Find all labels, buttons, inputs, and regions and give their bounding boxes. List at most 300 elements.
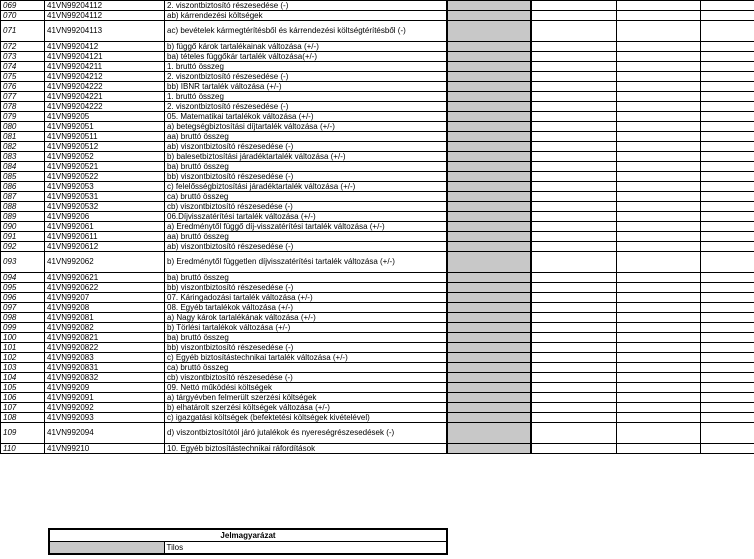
table-row — [1, 42, 754, 52]
row-number-cell: 098 — [1, 313, 45, 323]
row-number-cell: 081 — [1, 132, 45, 142]
row-label-cell: ba) bruttó összeg — [165, 162, 447, 172]
table-row — [1, 162, 754, 172]
value-cell-2[interactable] — [617, 62, 701, 72]
table-row — [1, 152, 754, 162]
row-code-cell: 41VN99204112 — [45, 1, 165, 11]
table-row — [1, 172, 754, 182]
table-row — [1, 122, 754, 132]
value-cell-2[interactable] — [617, 192, 701, 202]
row-label-cell: 05. Matematikai tartalékok változása (+/-) — [165, 112, 447, 122]
table-row — [1, 222, 754, 232]
table-row — [1, 11, 754, 21]
forbidden-cell — [447, 1, 531, 11]
row-label-cell: a) tárgyévben felmerült szerzési költségek — [165, 393, 447, 403]
forbidden-cell — [447, 222, 531, 232]
row-label-cell: b) elhatárolt szerzési költségek változása (+/-) — [165, 403, 447, 413]
value-cell-3[interactable] — [701, 11, 754, 21]
row-label-cell: bb) viszontbiztosító részesedése (-) — [165, 343, 447, 353]
row-label-cell: bb) viszontbiztosító részesedése (-) — [165, 283, 447, 293]
value-cell-2[interactable] — [617, 343, 701, 353]
row-number-cell: 102 — [1, 353, 45, 363]
value-cell-1[interactable] — [531, 383, 617, 393]
forbidden-cell — [447, 363, 531, 373]
table-row — [1, 182, 754, 192]
row-label-cell: a) Nagy károk tartalékának változása (+/-) — [165, 313, 447, 323]
row-number-cell: 074 — [1, 62, 45, 72]
row-code-cell: 41VN992061 — [45, 222, 165, 232]
value-cell-2[interactable] — [617, 152, 701, 162]
row-label-cell: cb) viszontbiztosító részesedése (-) — [165, 202, 447, 212]
forbidden-cell — [447, 132, 531, 142]
row-code-cell: 41VN9920832 — [45, 373, 165, 383]
value-cell-1[interactable] — [531, 222, 617, 232]
row-label-cell: bb) IBNR tartalék változása (+/-) — [165, 82, 447, 92]
forbidden-cell — [447, 52, 531, 62]
value-cell-3[interactable] — [701, 62, 754, 72]
row-code-cell: 41VN99204221 — [45, 92, 165, 102]
value-cell-3[interactable] — [701, 21, 754, 42]
value-cell-2[interactable] — [617, 353, 701, 363]
row-label-cell: ab) viszontbiztosító részesedése (-) — [165, 242, 447, 252]
value-cell-3[interactable] — [701, 283, 754, 293]
table-row — [1, 273, 754, 283]
forbidden-cell — [447, 112, 531, 122]
value-cell-1[interactable] — [531, 192, 617, 202]
row-number-cell: 097 — [1, 303, 45, 313]
value-cell-2[interactable] — [617, 132, 701, 142]
value-cell-1[interactable] — [531, 313, 617, 323]
row-number-cell: 109 — [1, 423, 45, 444]
row-number-cell: 103 — [1, 363, 45, 373]
value-cell-2[interactable] — [617, 313, 701, 323]
table-row — [1, 353, 754, 363]
table-row — [1, 363, 754, 373]
row-label-cell: 2. viszontbiztosító részesedése (-) — [165, 1, 447, 11]
value-cell-1[interactable] — [531, 403, 617, 413]
value-cell-3[interactable] — [701, 313, 754, 323]
row-label-cell: cb) viszontbiztosító részesedése (-) — [165, 373, 447, 383]
row-code-cell: 41VN9920532 — [45, 202, 165, 212]
forbidden-cell — [447, 82, 531, 92]
table-row — [1, 403, 754, 413]
forbidden-cell — [447, 212, 531, 222]
row-number-cell: 073 — [1, 52, 45, 62]
forbidden-cell — [447, 172, 531, 182]
forbidden-cell — [447, 152, 531, 162]
row-number-cell: 108 — [1, 413, 45, 423]
row-label-cell: 1. bruttó összeg — [165, 92, 447, 102]
row-number-cell: 085 — [1, 172, 45, 182]
row-label-cell: aa) bruttó összeg — [165, 132, 447, 142]
value-cell-1[interactable] — [531, 11, 617, 21]
value-cell-3[interactable] — [701, 383, 754, 393]
value-cell-1[interactable] — [531, 373, 617, 383]
value-cell-3[interactable] — [701, 423, 754, 444]
value-cell-3[interactable] — [701, 242, 754, 252]
row-label-cell: ab) viszontbiztosító részesedése (-) — [165, 142, 447, 152]
value-cell-1[interactable] — [531, 152, 617, 162]
row-number-cell: 090 — [1, 222, 45, 232]
forbidden-cell — [447, 42, 531, 52]
forbidden-cell — [447, 242, 531, 252]
value-cell-1[interactable] — [531, 21, 617, 42]
forbidden-cell — [447, 423, 531, 444]
value-cell-3[interactable] — [701, 353, 754, 363]
value-cell-3[interactable] — [701, 393, 754, 403]
row-number-cell: 104 — [1, 373, 45, 383]
value-cell-3[interactable] — [701, 112, 754, 122]
value-cell-3[interactable] — [701, 72, 754, 82]
row-code-cell: 41VN9920822 — [45, 343, 165, 353]
table-row — [1, 62, 754, 72]
row-code-cell: 41VN992081 — [45, 313, 165, 323]
value-cell-1[interactable] — [531, 393, 617, 403]
row-code-cell: 41VN99209 — [45, 383, 165, 393]
row-number-cell: 092 — [1, 242, 45, 252]
value-cell-2[interactable] — [617, 72, 701, 82]
table-row — [1, 343, 754, 353]
forbidden-cell — [447, 413, 531, 423]
value-cell-1[interactable] — [531, 413, 617, 423]
row-label-cell: b) Eredménytől független díjvisszatérítési tartalék változása (+/-) — [165, 252, 447, 273]
table-row — [1, 92, 754, 102]
value-cell-2[interactable] — [617, 273, 701, 283]
row-label-cell: ba) tételes függőkár tartalék változása(+/-) — [165, 52, 447, 62]
row-number-cell: 106 — [1, 393, 45, 403]
value-cell-2[interactable] — [617, 323, 701, 333]
value-cell-1[interactable] — [531, 273, 617, 283]
row-code-cell: 41VN992093 — [45, 413, 165, 423]
forbidden-cell — [447, 142, 531, 152]
value-cell-2[interactable] — [617, 202, 701, 212]
value-cell-2[interactable] — [617, 222, 701, 232]
value-cell-3[interactable] — [701, 293, 754, 303]
value-cell-3[interactable] — [701, 232, 754, 242]
value-cell-3[interactable] — [701, 444, 754, 454]
table-row — [1, 242, 754, 252]
value-cell-1[interactable] — [531, 212, 617, 222]
value-cell-3[interactable] — [701, 413, 754, 423]
value-cell-2[interactable] — [617, 333, 701, 343]
row-label-cell: a) Eredménytől függő díj-visszatérítési tartalék változása (+/-) — [165, 222, 447, 232]
row-code-cell: 41VN99204222 — [45, 82, 165, 92]
table-row — [1, 413, 754, 423]
value-cell-1[interactable] — [531, 142, 617, 152]
value-cell-3[interactable] — [701, 162, 754, 172]
value-cell-2[interactable] — [617, 232, 701, 242]
row-label-cell: 06.Díjvisszatérítési tartalék változása (+/-) — [165, 212, 447, 222]
value-cell-1[interactable] — [531, 42, 617, 52]
row-number-cell: 072 — [1, 42, 45, 52]
table-row — [1, 202, 754, 212]
value-cell-3[interactable] — [701, 52, 754, 62]
value-cell-1[interactable] — [531, 92, 617, 102]
row-number-cell: 076 — [1, 82, 45, 92]
table-row — [1, 303, 754, 313]
forbidden-cell — [447, 122, 531, 132]
row-label-cell: ca) bruttó összeg — [165, 363, 447, 373]
table-row — [1, 283, 754, 293]
value-cell-2[interactable] — [617, 21, 701, 42]
value-cell-1[interactable] — [531, 182, 617, 192]
value-cell-1[interactable] — [531, 102, 617, 112]
value-cell-3[interactable] — [701, 42, 754, 52]
value-cell-3[interactable] — [701, 152, 754, 162]
row-number-cell: 089 — [1, 212, 45, 222]
row-label-cell: aa) bruttó összeg — [165, 232, 447, 242]
row-label-cell: b) Törlési tartalékok változása (+/-) — [165, 323, 447, 333]
value-cell-3[interactable] — [701, 252, 754, 273]
value-cell-2[interactable] — [617, 1, 701, 11]
row-number-cell: 096 — [1, 293, 45, 303]
row-code-cell: 41VN9920521 — [45, 162, 165, 172]
value-cell-2[interactable] — [617, 172, 701, 182]
forbidden-cell — [447, 11, 531, 21]
row-code-cell: 41VN9920531 — [45, 192, 165, 202]
row-number-cell: 083 — [1, 152, 45, 162]
value-cell-3[interactable] — [701, 212, 754, 222]
value-cell-3[interactable] — [701, 222, 754, 232]
table-row — [1, 82, 754, 92]
value-cell-1[interactable] — [531, 423, 617, 444]
row-label-cell: 2. viszontbiztosító részesedése (-) — [165, 72, 447, 82]
table-row — [1, 333, 754, 343]
row-number-cell: 069 — [1, 1, 45, 11]
value-cell-2[interactable] — [617, 252, 701, 273]
row-code-cell: 41VN992083 — [45, 353, 165, 363]
value-cell-3[interactable] — [701, 403, 754, 413]
row-number-cell: 078 — [1, 102, 45, 112]
value-cell-1[interactable] — [531, 172, 617, 182]
value-cell-2[interactable] — [617, 92, 701, 102]
value-cell-2[interactable] — [617, 283, 701, 293]
table-row — [1, 52, 754, 62]
row-number-cell: 094 — [1, 273, 45, 283]
row-code-cell: 41VN9920621 — [45, 273, 165, 283]
value-cell-1[interactable] — [531, 343, 617, 353]
table-row — [1, 212, 754, 222]
row-code-cell: 41VN9920522 — [45, 172, 165, 182]
table-row — [1, 112, 754, 122]
row-number-cell: 110 — [1, 444, 45, 454]
row-number-cell: 079 — [1, 112, 45, 122]
row-label-cell: 2. viszontbiztosító részesedése (-) — [165, 102, 447, 112]
value-cell-2[interactable] — [617, 212, 701, 222]
value-cell-1[interactable] — [531, 283, 617, 293]
value-cell-3[interactable] — [701, 122, 754, 132]
row-code-cell: 41VN992094 — [45, 423, 165, 444]
row-code-cell: 41VN9920622 — [45, 283, 165, 293]
row-number-cell: 070 — [1, 11, 45, 21]
row-number-cell: 105 — [1, 383, 45, 393]
forbidden-cell — [447, 333, 531, 343]
forbidden-cell — [447, 444, 531, 454]
row-code-cell: 41VN9920511 — [45, 132, 165, 142]
row-code-cell: 41VN99206 — [45, 212, 165, 222]
row-code-cell: 41VN9920512 — [45, 142, 165, 152]
row-number-cell: 075 — [1, 72, 45, 82]
value-cell-2[interactable] — [617, 413, 701, 423]
row-label-cell: c) igazgatási költségek (befektetési költségek kivételével) — [165, 413, 447, 423]
row-code-cell: 41VN99204211 — [45, 62, 165, 72]
value-cell-1[interactable] — [531, 333, 617, 343]
value-cell-2[interactable] — [617, 403, 701, 413]
value-cell-2[interactable] — [617, 162, 701, 172]
value-cell-2[interactable] — [617, 11, 701, 21]
value-cell-3[interactable] — [701, 132, 754, 142]
table-row — [1, 313, 754, 323]
row-code-cell: 41VN9920821 — [45, 333, 165, 343]
value-cell-3[interactable] — [701, 273, 754, 283]
row-number-cell: 095 — [1, 283, 45, 293]
value-cell-2[interactable] — [617, 42, 701, 52]
value-cell-3[interactable] — [701, 92, 754, 102]
value-cell-1[interactable] — [531, 122, 617, 132]
forbidden-cell — [447, 202, 531, 212]
value-cell-3[interactable] — [701, 323, 754, 333]
value-cell-2[interactable] — [617, 303, 701, 313]
table-row — [1, 444, 754, 454]
value-cell-2[interactable] — [617, 373, 701, 383]
value-cell-1[interactable] — [531, 252, 617, 273]
value-cell-1[interactable] — [531, 323, 617, 333]
forbidden-cell — [447, 273, 531, 283]
row-label-cell: c) Egyéb biztosítástechnikai tartalék változása (+/-) — [165, 353, 447, 363]
row-code-cell: 41VN992062 — [45, 252, 165, 273]
table-row — [1, 423, 754, 444]
value-cell-3[interactable] — [701, 1, 754, 11]
table-row — [1, 232, 754, 242]
table-row — [1, 373, 754, 383]
value-cell-3[interactable] — [701, 142, 754, 152]
value-cell-1[interactable] — [531, 363, 617, 373]
row-code-cell: 41VN99204112 — [45, 11, 165, 21]
value-cell-1[interactable] — [531, 303, 617, 313]
row-label-cell: ba) bruttó összeg — [165, 333, 447, 343]
forbidden-cell — [447, 72, 531, 82]
row-number-cell: 082 — [1, 142, 45, 152]
value-cell-2[interactable] — [617, 383, 701, 393]
row-number-cell: 077 — [1, 92, 45, 102]
value-cell-1[interactable] — [531, 1, 617, 11]
row-label-cell: c) felelősségbiztosítási járadéktartalék változása (+/-) — [165, 182, 447, 192]
row-code-cell: 41VN992052 — [45, 152, 165, 162]
value-cell-1[interactable] — [531, 353, 617, 363]
value-cell-1[interactable] — [531, 62, 617, 72]
value-cell-2[interactable] — [617, 112, 701, 122]
row-code-cell: 41VN9920412 — [45, 42, 165, 52]
value-cell-3[interactable] — [701, 102, 754, 112]
forbidden-cell — [447, 162, 531, 172]
value-cell-3[interactable] — [701, 172, 754, 182]
value-cell-3[interactable] — [701, 333, 754, 343]
table-row — [1, 72, 754, 82]
value-cell-1[interactable] — [531, 132, 617, 142]
row-number-cell: 100 — [1, 333, 45, 343]
forbidden-cell — [447, 373, 531, 383]
table-row — [1, 21, 754, 42]
value-cell-2[interactable] — [617, 293, 701, 303]
row-label-cell: ab) kárrendezési költségek — [165, 11, 447, 21]
value-cell-2[interactable] — [617, 242, 701, 252]
row-number-cell: 101 — [1, 343, 45, 353]
forbidden-cell — [447, 192, 531, 202]
row-label-cell: 10. Egyéb biztosítástechnikai ráfordítások — [165, 444, 447, 454]
value-cell-2[interactable] — [617, 393, 701, 403]
forbidden-cell — [447, 102, 531, 112]
value-cell-1[interactable] — [531, 202, 617, 212]
forbidden-cell — [447, 383, 531, 393]
forbidden-cell — [447, 353, 531, 363]
value-cell-2[interactable] — [617, 363, 701, 373]
value-cell-2[interactable] — [617, 122, 701, 132]
forbidden-cell — [447, 303, 531, 313]
row-label-cell: ba) bruttó összeg — [165, 273, 447, 283]
value-cell-3[interactable] — [701, 192, 754, 202]
row-code-cell: 41VN992053 — [45, 182, 165, 192]
value-cell-2[interactable] — [617, 82, 701, 92]
row-code-cell: 41VN9920612 — [45, 242, 165, 252]
forbidden-cell — [447, 92, 531, 102]
row-code-cell: 41VN992051 — [45, 122, 165, 132]
value-cell-3[interactable] — [701, 363, 754, 373]
value-cell-3[interactable] — [701, 343, 754, 353]
value-cell-1[interactable] — [531, 293, 617, 303]
value-cell-2[interactable] — [617, 182, 701, 192]
legend-table — [48, 528, 448, 555]
row-label-cell: b) függő károk tartalékainak változása (+/-) — [165, 42, 447, 52]
value-cell-2[interactable] — [617, 142, 701, 152]
value-cell-1[interactable] — [531, 162, 617, 172]
value-cell-3[interactable] — [701, 373, 754, 383]
table-row — [1, 383, 754, 393]
legend-item — [49, 542, 447, 555]
table-row — [1, 132, 754, 142]
legend-swatch — [49, 542, 164, 555]
row-label-cell: 09. Nettó működési költségek — [165, 383, 447, 393]
row-number-cell: 071 — [1, 21, 45, 42]
value-cell-3[interactable] — [701, 182, 754, 192]
value-cell-1[interactable] — [531, 52, 617, 62]
value-cell-2[interactable] — [617, 423, 701, 444]
value-cell-3[interactable] — [701, 82, 754, 92]
value-cell-1[interactable] — [531, 72, 617, 82]
forbidden-cell — [447, 21, 531, 42]
row-number-cell: 091 — [1, 232, 45, 242]
value-cell-1[interactable] — [531, 82, 617, 92]
value-cell-1[interactable] — [531, 242, 617, 252]
row-number-cell: 080 — [1, 122, 45, 132]
value-cell-1[interactable] — [531, 112, 617, 122]
value-cell-1[interactable] — [531, 444, 617, 454]
value-cell-3[interactable] — [701, 202, 754, 212]
value-cell-2[interactable] — [617, 102, 701, 112]
row-code-cell: 41VN992092 — [45, 403, 165, 413]
row-label-cell: ac) bevételek kármegtérítésből és kárrendezési költségtérítésből (-) — [165, 21, 447, 42]
row-label-cell: a) betegségbiztosítási díjtartalék változása (+/-) — [165, 122, 447, 132]
table-row — [1, 323, 754, 333]
value-cell-1[interactable] — [531, 232, 617, 242]
value-cell-2[interactable] — [617, 52, 701, 62]
row-number-cell: 086 — [1, 182, 45, 192]
table-row — [1, 293, 754, 303]
row-code-cell: 41VN99210 — [45, 444, 165, 454]
value-cell-3[interactable] — [701, 303, 754, 313]
row-code-cell: 41VN992091 — [45, 393, 165, 403]
value-cell-2[interactable] — [617, 444, 701, 454]
forbidden-cell — [447, 293, 531, 303]
